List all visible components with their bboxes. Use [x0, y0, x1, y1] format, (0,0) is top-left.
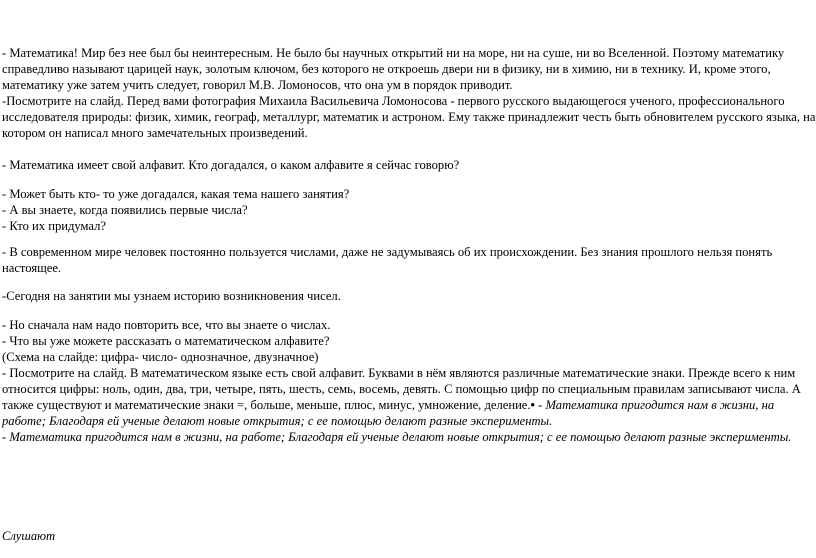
paragraph-line	[2, 397, 774, 413]
italic-line: - Математика пригодится нам в жизни, на работе; Благодаря ей ученые делают новые открытия; с ее помощью делают разные эксперименты.	[2, 430, 792, 444]
paragraph-line: относится цифры: ноль, один, два, три, четыре, пять, шесть, семь, восемь, девять. С помощью цифр по специальным правилам записывают числа. А	[2, 382, 801, 396]
footer-text: Слушают	[2, 529, 56, 543]
paragraph-line: - Кто их придумал?	[2, 219, 107, 233]
paragraph-line: -Сегодня на занятии мы узнаем историю возникновения чисел.	[2, 289, 341, 303]
paragraph-line: справедливо называют царицей наук, золотым ключом, без которого не откроешь двери ни в физику, ни в химию, ни в технику. И, кроме этого,	[2, 62, 771, 76]
paragraph-line: - Математика имеет свой алфавит. Кто догадался, о каком алфавите я сейчас говорю?	[2, 158, 460, 172]
paragraph-line: (Схема на слайде: цифра- число- однозначное, двузначное)	[2, 350, 319, 364]
paragraph-line: настоящее.	[2, 261, 62, 275]
italic-line: работе; Благодаря ей ученые делают новые открытия; с ее помощью делают разные эксперименты.	[2, 414, 553, 428]
paragraph-line: - А вы знаете, когда появились первые числа?	[2, 203, 248, 217]
paragraph-line: исследователя природы: физик, химик, географ, металлург, математик и астроном. Ему также принадлежит честь быть обновителем русского языка, на	[2, 110, 816, 124]
paragraph-line: - Может быть кто- то уже догадался, какая тема нашего занятия?	[2, 187, 350, 201]
paragraph-line: - Посмотрите на слайд. В математическом языке есть свой алфавит. Буквами в нём являются различные математические знаки. Прежде всего к ним	[2, 366, 796, 380]
italic-text: - Математика пригодится нам в жизни, на	[534, 398, 775, 412]
paragraph-line: -Посмотрите на слайд. Перед вами фотография Михаила Васильевича Ломоносова - первого русского выдающегося ученого, профессионального	[2, 94, 785, 108]
paragraph-line: котором он написал много замечательных произведений.	[2, 126, 308, 140]
paragraph-line: математику уже затем учить следует, говорил М.В. Ломоносов, что она ум в порядок приводит.	[2, 78, 513, 92]
paragraph-line: - Математика! Мир без нее был бы неинтересным. Не было бы научных открытий ни на море, ни на суше, ни во Вселенной. Поэтому математику	[2, 46, 785, 60]
paragraph-line: - В современном мире человек постоянно пользуется числами, даже не задумываясь об их происхождении. Без знания прошлого нельзя понять	[2, 245, 773, 259]
paragraph-text: также существуют и математические знаки =, больше, меньше, плюс, минус, умножение, деление.	[2, 398, 531, 412]
paragraph-line: - Что вы уже можете рассказать о математическом алфавите?	[2, 334, 330, 348]
bullet-icon: •	[530, 398, 535, 412]
paragraph-line: - Но сначала нам надо повторить все, что вы знаете о числах.	[2, 318, 331, 332]
